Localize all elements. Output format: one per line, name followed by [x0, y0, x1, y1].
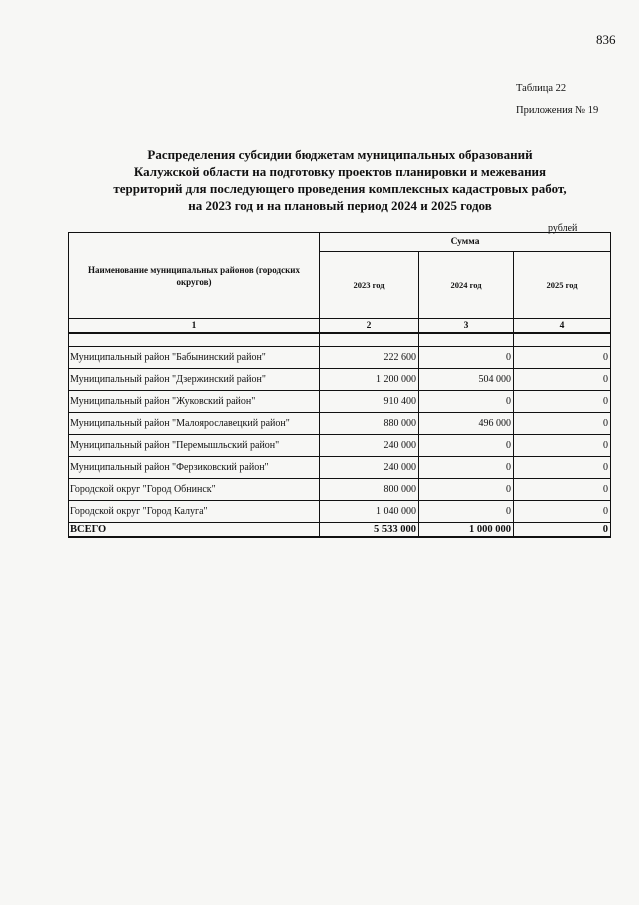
amount-2025: 0 [514, 457, 611, 479]
amount-2025: 0 [514, 479, 611, 501]
total-2024: 1 000 000 [419, 523, 514, 538]
amount-2023: 800 000 [320, 479, 419, 501]
amount-2024: 0 [419, 479, 514, 501]
district-name: Муниципальный район "Дзержинский район" [69, 369, 320, 391]
amount-2024: 496 000 [419, 413, 514, 435]
amount-2023: 880 000 [320, 413, 419, 435]
header-name-column: Наименование муниципальных районов (городских округов) [69, 233, 320, 319]
amount-2023: 240 000 [320, 457, 419, 479]
total-row [69, 523, 611, 538]
appendix-label: Приложения № 19 [516, 105, 599, 116]
table-row [69, 501, 611, 523]
amount-2025: 0 [514, 435, 611, 457]
table-row [69, 369, 611, 391]
district-name: Муниципальный район "Жуковский район" [69, 391, 320, 413]
district-name: Городской округ "Город Калуга" [69, 501, 320, 523]
amount-2024: 0 [419, 501, 514, 523]
amount-2023: 1 040 000 [320, 501, 419, 523]
amount-2025: 0 [514, 501, 611, 523]
table-row [69, 391, 611, 413]
title-line: Распределения субсидии бюджетам муниципальных образований [147, 147, 533, 162]
table-row [69, 435, 611, 457]
page-number: 836 [596, 32, 616, 47]
amount-2025: 0 [514, 413, 611, 435]
header-year-2025: 2025 год [514, 252, 611, 319]
amount-2024: 0 [419, 347, 514, 369]
column-number: 3 [419, 319, 514, 334]
header-year-2023: 2023 год [320, 252, 419, 319]
total-2023: 5 533 000 [320, 523, 419, 538]
spacer-row [69, 333, 611, 347]
header-year-2024: 2024 год [419, 252, 514, 319]
amount-2023: 240 000 [320, 435, 419, 457]
district-name: Муниципальный район "Перемышльский район" [69, 435, 320, 457]
district-name: Муниципальный район "Малоярославецкий район" [69, 413, 320, 435]
subsidy-table [68, 232, 611, 538]
document-title [70, 146, 610, 214]
table-label: Таблица 22 [516, 83, 567, 94]
district-name: Городской округ "Город Обнинск" [69, 479, 320, 501]
column-number: 1 [69, 319, 320, 334]
title-line: территорий для последующего проведения комплексных кадастровых работ, [113, 181, 567, 196]
amount-2024: 0 [419, 457, 514, 479]
amount-2025: 0 [514, 369, 611, 391]
table-row [69, 413, 611, 435]
header-sum-group: Сумма [320, 233, 611, 252]
table-row [69, 479, 611, 501]
amount-2023: 910 400 [320, 391, 419, 413]
district-name: Муниципальный район "Ферзиковский район" [69, 457, 320, 479]
total-label: ВСЕГО [69, 523, 320, 538]
amount-2023: 1 200 000 [320, 369, 419, 391]
amount-2025: 0 [514, 391, 611, 413]
total-2025: 0 [514, 523, 611, 538]
amount-2024: 0 [419, 435, 514, 457]
units-label: рублей [548, 223, 578, 234]
district-name: Муниципальный район "Бабынинский район" [69, 347, 320, 369]
table-row [69, 457, 611, 479]
table-row [69, 347, 611, 369]
column-number-row [69, 319, 611, 334]
column-number: 4 [514, 319, 611, 334]
title-line: Калужской области на подготовку проектов планировки и межевания [133, 164, 547, 179]
column-number: 2 [320, 319, 419, 334]
amount-2024: 0 [419, 391, 514, 413]
amount-2023: 222 600 [320, 347, 419, 369]
title-line: на 2023 год и на плановый период 2024 и 2025 годов [188, 198, 492, 213]
amount-2024: 504 000 [419, 369, 514, 391]
amount-2025: 0 [514, 347, 611, 369]
